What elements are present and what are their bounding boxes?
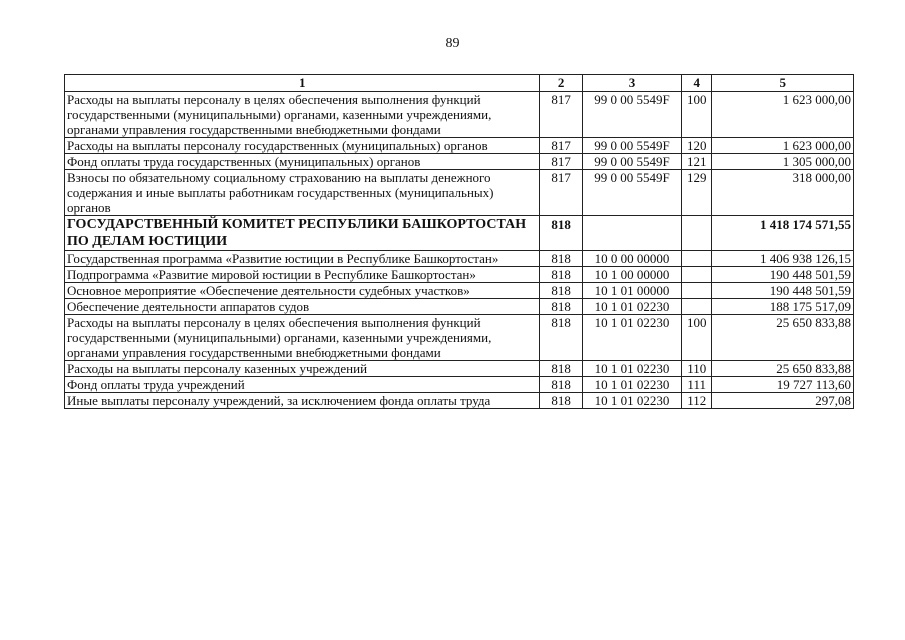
row-name-cell: Иные выплаты персоналу учреждений, за исключением фонда оплаты труда xyxy=(65,393,540,409)
row-category-cell xyxy=(682,299,712,315)
row-category-cell xyxy=(682,283,712,299)
row-code-cell: 10 1 01 02230 xyxy=(582,361,681,377)
row-amount-cell: 318 000,00 xyxy=(712,170,854,216)
table-row xyxy=(65,315,854,361)
row-code-cell: 10 1 01 02230 xyxy=(582,393,681,409)
row-category-cell: 129 xyxy=(682,170,712,216)
row-name-cell: Взносы по обязательному социальному страхованию на выплаты денежного содержания и иные выплаты работникам государственных (муниципальных) органов xyxy=(65,170,540,216)
row-name-cell: Расходы на выплаты персоналу государственных (муниципальных) органов xyxy=(65,138,540,154)
table-row xyxy=(65,92,854,138)
row-code-cell: 10 1 01 00000 xyxy=(582,283,681,299)
row-code-cell: 10 1 00 00000 xyxy=(582,267,681,283)
row-code-cell: 99 0 00 5549F xyxy=(582,138,681,154)
column-header-code: 3 xyxy=(582,75,681,92)
row-admin-cell: 818 xyxy=(540,393,582,409)
row-code-cell: 10 0 00 00000 xyxy=(582,251,681,267)
row-amount-cell: 190 448 501,59 xyxy=(712,283,854,299)
row-admin-cell: 817 xyxy=(540,92,582,138)
row-amount-cell: 1 418 174 571,55 xyxy=(712,216,854,251)
row-admin-cell: 818 xyxy=(540,216,582,251)
column-header-name: 1 xyxy=(65,75,540,92)
row-amount-cell: 19 727 113,60 xyxy=(712,377,854,393)
row-category-cell: 100 xyxy=(682,92,712,138)
row-name-cell: Расходы на выплаты персоналу казенных учреждений xyxy=(65,361,540,377)
row-category-cell: 100 xyxy=(682,315,712,361)
table-header-row xyxy=(65,75,854,92)
row-amount-cell: 25 650 833,88 xyxy=(712,361,854,377)
row-code-cell: 10 1 01 02230 xyxy=(582,299,681,315)
row-name-cell: Фонд оплаты труда государственных (муниципальных) органов xyxy=(65,154,540,170)
row-code-cell: 99 0 00 5549F xyxy=(582,154,681,170)
table-row xyxy=(65,377,854,393)
row-admin-cell: 818 xyxy=(540,251,582,267)
row-category-cell xyxy=(682,216,712,251)
row-name-cell: Расходы на выплаты персоналу в целях обеспечения выполнения функций государственными (муниципальными) органами, казенными учреждениями, органами управления государственными внебюджетными фондами xyxy=(65,92,540,138)
row-amount-cell: 25 650 833,88 xyxy=(712,315,854,361)
row-admin-cell: 817 xyxy=(540,138,582,154)
row-code-cell xyxy=(582,216,681,251)
row-amount-cell: 297,08 xyxy=(712,393,854,409)
row-name-cell: Основное мероприятие «Обеспечение деятельности судебных участков» xyxy=(65,283,540,299)
row-admin-cell: 818 xyxy=(540,267,582,283)
table-row xyxy=(65,361,854,377)
table-row xyxy=(65,154,854,170)
row-code-cell: 99 0 00 5549F xyxy=(582,170,681,216)
table-row xyxy=(65,299,854,315)
row-code-cell: 99 0 00 5549F xyxy=(582,92,681,138)
table-row xyxy=(65,283,854,299)
row-category-cell: 111 xyxy=(682,377,712,393)
row-category-cell: 110 xyxy=(682,361,712,377)
row-admin-cell: 817 xyxy=(540,170,582,216)
table-row xyxy=(65,393,854,409)
row-name-cell: Фонд оплаты труда учреждений xyxy=(65,377,540,393)
row-category-cell xyxy=(682,251,712,267)
row-name-cell: Расходы на выплаты персоналу в целях обеспечения выполнения функций государственными (муниципальными) органами, казенными учреждениями, органами управления государственными внебюджетными фондами xyxy=(65,315,540,361)
row-code-cell: 10 1 01 02230 xyxy=(582,377,681,393)
column-header-amount: 5 xyxy=(712,75,854,92)
row-admin-cell: 818 xyxy=(540,299,582,315)
row-name-cell: Подпрограмма «Развитие мировой юстиции в Республике Башкортостан» xyxy=(65,267,540,283)
column-header-category: 4 xyxy=(682,75,712,92)
table-row xyxy=(65,251,854,267)
row-admin-cell: 818 xyxy=(540,361,582,377)
row-admin-cell: 818 xyxy=(540,283,582,299)
row-amount-cell: 188 175 517,09 xyxy=(712,299,854,315)
row-admin-cell: 818 xyxy=(540,377,582,393)
row-category-cell: 120 xyxy=(682,138,712,154)
row-name-cell: Государственная программа «Развитие юстиции в Республике Башкортостан» xyxy=(65,251,540,267)
column-header-admin: 2 xyxy=(540,75,582,92)
row-name-cell: ГОСУДАРСТВЕННЫЙ КОМИТЕТ РЕСПУБЛИКИ БАШКОРТОСТАН ПО ДЕЛАМ ЮСТИЦИИ xyxy=(65,216,540,251)
row-amount-cell: 1 623 000,00 xyxy=(712,138,854,154)
row-amount-cell: 1 623 000,00 xyxy=(712,92,854,138)
row-amount-cell: 190 448 501,59 xyxy=(712,267,854,283)
row-amount-cell: 1 305 000,00 xyxy=(712,154,854,170)
table-row xyxy=(65,267,854,283)
row-category-cell xyxy=(682,267,712,283)
page-number: 89 xyxy=(445,36,460,51)
row-name-cell: Обеспечение деятельности аппаратов судов xyxy=(65,299,540,315)
row-code-cell: 10 1 01 02230 xyxy=(582,315,681,361)
table-row xyxy=(65,216,854,251)
row-category-cell: 112 xyxy=(682,393,712,409)
row-amount-cell: 1 406 938 126,15 xyxy=(712,251,854,267)
row-admin-cell: 817 xyxy=(540,154,582,170)
row-category-cell: 121 xyxy=(682,154,712,170)
table-row xyxy=(65,138,854,154)
table-row xyxy=(65,170,854,216)
row-admin-cell: 818 xyxy=(540,315,582,361)
budget-table xyxy=(64,74,854,409)
